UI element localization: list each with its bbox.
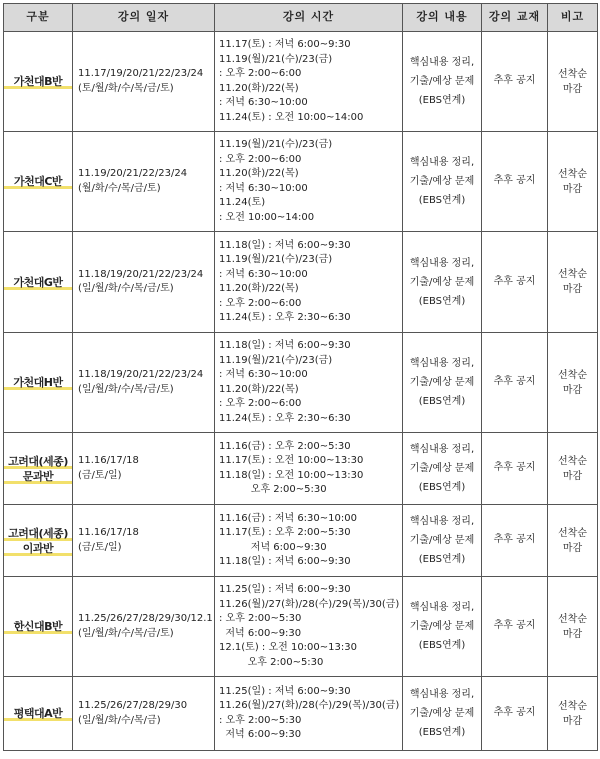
- table-row: [4, 232, 598, 333]
- class-name: 가천대G반: [4, 232, 73, 333]
- lecture-content: 핵심내용 정리, 기출/예상 문제 (EBS연계): [403, 132, 482, 232]
- lecture-dates: 11.25/26/27/28/29/30 (일/월/화/수/목/금): [73, 677, 215, 751]
- note: 선착순 마감: [548, 577, 598, 677]
- note: 선착순 마감: [548, 333, 598, 433]
- note: 선착순 마감: [548, 32, 598, 132]
- table-row: [4, 577, 598, 677]
- table-row: [4, 677, 598, 751]
- lecture-content: 핵심내용 정리, 기출/예상 문제 (EBS연계): [403, 505, 482, 577]
- header-category: 구분: [4, 4, 73, 32]
- textbook: 추후 공지: [482, 132, 548, 232]
- textbook: 추후 공지: [482, 577, 548, 677]
- header-lecture-content: 강의 내용: [403, 4, 482, 32]
- textbook: 추후 공지: [482, 505, 548, 577]
- table-row: [4, 333, 598, 433]
- table-row: [4, 32, 598, 132]
- class-name: 평택대A반: [4, 677, 73, 751]
- lecture-content: 핵심내용 정리, 기출/예상 문제 (EBS연계): [403, 232, 482, 333]
- lecture-content: 핵심내용 정리, 기출/예상 문제 (EBS연계): [403, 32, 482, 132]
- header-note: 비고: [548, 4, 598, 32]
- lecture-content: 핵심내용 정리, 기출/예상 문제 (EBS연계): [403, 677, 482, 751]
- class-name: 한신대B반: [4, 577, 73, 677]
- lecture-times: 11.19(월)/21(수)/23(금) : 오후 2:00~6:00 11.20(화)/22(목) : 저녁 6:30~10:00 11.24(토) : 오전 10:00~14:00: [215, 132, 403, 232]
- note: 선착순 마감: [548, 232, 598, 333]
- header-textbook: 강의 교재: [482, 4, 548, 32]
- lecture-times: 11.17(토) : 저녁 6:00~9:30 11.19(월)/21(수)/23(금) : 오후 2:00~6:00 11.20(화)/22(목) : 저녁 6:30~10:00 11.24(토) : 오전 10:00~14:00: [215, 32, 403, 132]
- lecture-times: 11.16(금) : 오후 2:00~5:30 11.17(토) : 오전 10:00~13:30 11.18(일) : 오전 10:00~13:30 오후 2:00~5:30: [215, 433, 403, 505]
- class-name: 가천대H반: [4, 333, 73, 433]
- lecture-dates: 11.18/19/20/21/22/23/24 (일/월/화/수/목/금/토): [73, 333, 215, 433]
- class-name: 가천대C반: [4, 132, 73, 232]
- table-row: [4, 433, 598, 505]
- header-lecture-time: 강의 시간: [215, 4, 403, 32]
- textbook: 추후 공지: [482, 232, 548, 333]
- textbook: 추후 공지: [482, 32, 548, 132]
- header-lecture-date: 강의 일자: [73, 4, 215, 32]
- lecture-dates: 11.25/26/27/28/29/30/12.1 (일/월/화/수/목/금/토): [73, 577, 215, 677]
- lecture-times: 11.25(일) : 저녁 6:00~9:30 11.26(월)/27(화)/28(수)/29(목)/30(금) : 오후 2:00~5:30 저녁 6:00~9:30 12.1(토) : 오전 10:00~13:30 오후 2:00~5:30: [215, 577, 403, 677]
- note: 선착순 마감: [548, 505, 598, 577]
- lecture-times: 11.25(일) : 저녁 6:00~9:30 11.26(월)/27(화)/28(수)/29(목)/30(금) : 오후 2:00~5:30 저녁 6:00~9:30: [215, 677, 403, 751]
- note: 선착순 마감: [548, 132, 598, 232]
- lecture-times: 11.18(일) : 저녁 6:00~9:30 11.19(월)/21(수)/23(금) : 저녁 6:30~10:00 11.20(화)/22(목) : 오후 2:00~6:00 11.24(토) : 오후 2:30~6:30: [215, 333, 403, 433]
- class-name: 고려대(세종) 문과반: [4, 433, 73, 505]
- lecture-times: 11.16(금) : 저녁 6:30~10:00 11.17(토) : 오후 2:00~5:30 저녁 6:00~9:30 11.18(일) : 저녁 6:00~9:30: [215, 505, 403, 577]
- lecture-dates: 11.17/19/20/21/22/23/24 (토/월/화/수/목/금/토): [73, 32, 215, 132]
- lecture-content: 핵심내용 정리, 기출/예상 문제 (EBS연계): [403, 577, 482, 677]
- lecture-times: 11.18(일) : 저녁 6:00~9:30 11.19(월)/21(수)/23(금) : 저녁 6:30~10:00 11.20(화)/22(목) : 오후 2:00~6:00 11.24(토) : 오후 2:30~6:30: [215, 232, 403, 333]
- lecture-dates: 11.16/17/18 (금/토/일): [73, 433, 215, 505]
- textbook: 추후 공지: [482, 433, 548, 505]
- note: 선착순 마감: [548, 677, 598, 751]
- header-row: [4, 4, 598, 32]
- lecture-content: 핵심내용 정리, 기출/예상 문제 (EBS연계): [403, 333, 482, 433]
- textbook: 추후 공지: [482, 677, 548, 751]
- table-row: [4, 132, 598, 232]
- class-name: 가천대B반: [4, 32, 73, 132]
- lecture-content: 핵심내용 정리, 기출/예상 문제 (EBS연계): [403, 433, 482, 505]
- lecture-dates: 11.18/19/20/21/22/23/24 (일/월/화/수/목/금/토): [73, 232, 215, 333]
- lecture-schedule-table: [3, 3, 598, 751]
- class-name: 고려대(세종) 이과반: [4, 505, 73, 577]
- note: 선착순 마감: [548, 433, 598, 505]
- textbook: 추후 공지: [482, 333, 548, 433]
- lecture-dates: 11.19/20/21/22/23/24 (월/화/수/목/금/토): [73, 132, 215, 232]
- table-row: [4, 505, 598, 577]
- lecture-dates: 11.16/17/18 (금/토/일): [73, 505, 215, 577]
